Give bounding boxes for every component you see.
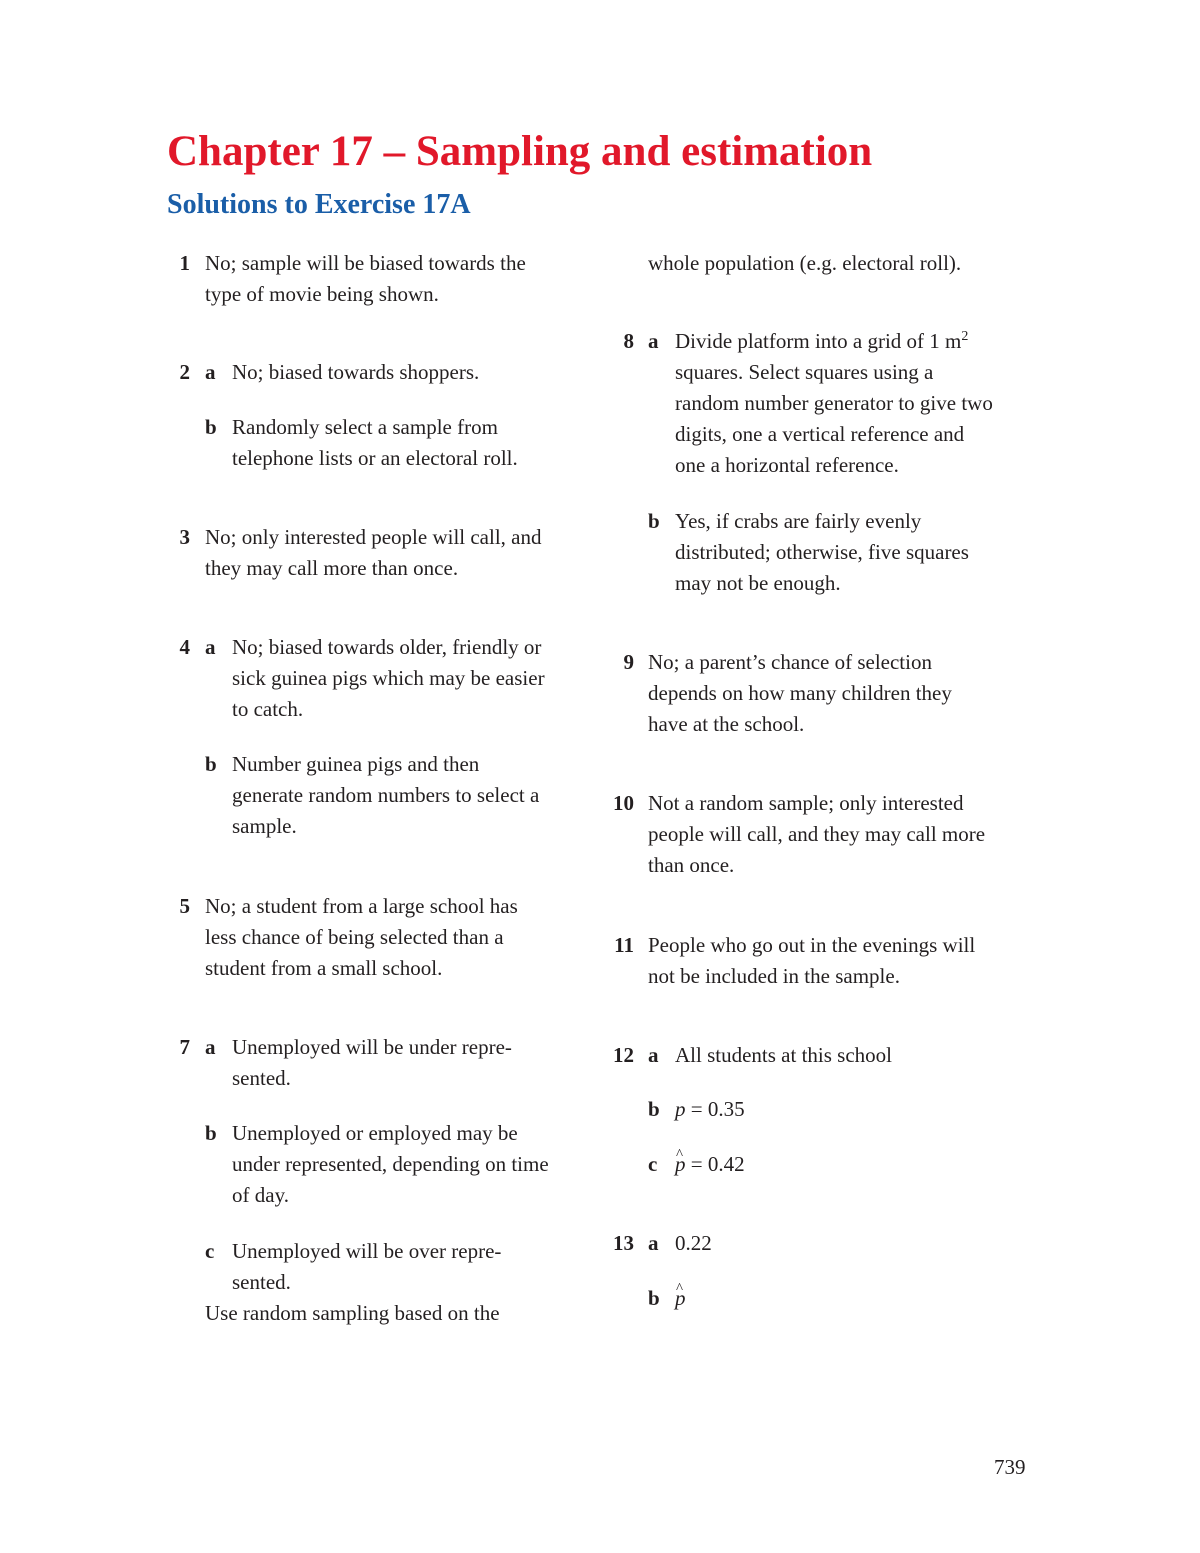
answer-line: sented. bbox=[232, 1066, 291, 1090]
answer-line: squares. Select squares using a bbox=[675, 360, 934, 384]
part-label: a bbox=[205, 1035, 216, 1059]
answer-line: Number guinea pigs and then bbox=[232, 752, 480, 776]
answer-line: generate random numbers to select a bbox=[232, 783, 540, 807]
answer-line: people will call, and they may call more bbox=[648, 822, 986, 846]
answer-line: whole population (e.g. electoral roll). bbox=[648, 251, 962, 275]
superscript: 2 bbox=[961, 329, 969, 344]
math-variable-hat: ^ p bbox=[675, 1149, 686, 1180]
answer-line: No; biased towards older, friendly or bbox=[232, 635, 542, 659]
answer-line: All students at this school bbox=[675, 1043, 892, 1067]
part-label: b bbox=[205, 752, 217, 776]
answer-line: they may call more than once. bbox=[205, 556, 459, 580]
answer-line: less chance of being selected than a bbox=[205, 925, 504, 949]
part-label: b bbox=[648, 509, 660, 533]
answer-line: telephone lists or an electoral roll. bbox=[232, 446, 518, 470]
question-number: 9 bbox=[623, 650, 634, 674]
math-variable: p bbox=[675, 1097, 686, 1121]
part-label: b bbox=[205, 415, 217, 439]
answer-line: Unemployed will be under repre- bbox=[232, 1035, 512, 1059]
answer-text: Divide platform into a grid of 1 m bbox=[675, 329, 962, 353]
question-number: 8 bbox=[623, 329, 634, 353]
part-label: c bbox=[648, 1152, 658, 1176]
answer-line: have at the school. bbox=[648, 712, 805, 736]
question-number: 11 bbox=[614, 933, 634, 957]
answer-line: Unemployed or employed may be bbox=[232, 1121, 518, 1145]
answer-line: Unemployed will be over repre- bbox=[232, 1239, 502, 1263]
answer-line: Not a random sample; only interested bbox=[648, 791, 964, 815]
question-number: 1 bbox=[179, 251, 190, 275]
part-label: a bbox=[648, 1231, 659, 1255]
part-label: a bbox=[648, 1043, 659, 1067]
answer-text: = 0.35 bbox=[685, 1097, 745, 1121]
answer-line: of day. bbox=[232, 1183, 289, 1207]
answer-line: digits, one a vertical reference and bbox=[675, 422, 965, 446]
part-label: b bbox=[648, 1097, 660, 1121]
answer-line: random number generator to give two bbox=[675, 391, 993, 415]
answer-line: No; a parent’s chance of selection bbox=[648, 650, 932, 674]
answer-line: student from a small school. bbox=[205, 956, 443, 980]
part-label: b bbox=[205, 1121, 217, 1145]
answer-line: People who go out in the evenings will bbox=[648, 933, 976, 957]
answer-line: than once. bbox=[648, 853, 735, 877]
answer-line: to catch. bbox=[232, 697, 304, 721]
question-number: 5 bbox=[179, 894, 190, 918]
part-label: c bbox=[205, 1239, 215, 1263]
answer-line: distributed; otherwise, five squares bbox=[675, 540, 969, 564]
answer-line: sented. bbox=[232, 1270, 291, 1294]
exercise-title: Solutions to Exercise 17A bbox=[167, 189, 471, 220]
answer-line: No; sample will be biased towards the bbox=[205, 251, 526, 275]
answer-line: Yes, if crabs are fairly evenly bbox=[675, 509, 922, 533]
question-number: 7 bbox=[179, 1035, 190, 1059]
answer-text: = 0.42 bbox=[685, 1152, 745, 1176]
question-number: 3 bbox=[179, 525, 190, 549]
answer-line: one a horizontal reference. bbox=[675, 453, 899, 477]
answer-line: No; biased towards shoppers. bbox=[232, 360, 480, 384]
math-variable-hat: ^ p bbox=[675, 1283, 686, 1314]
answer-line: type of movie being shown. bbox=[205, 282, 439, 306]
chapter-title: Chapter 17 – Sampling and estimation bbox=[167, 128, 873, 175]
answer-line: sick guinea pigs which may be easier bbox=[232, 666, 545, 690]
answer-line: No; only interested people will call, and bbox=[205, 525, 542, 549]
question-number: 4 bbox=[179, 635, 190, 659]
question-number: 2 bbox=[179, 360, 190, 384]
answer-line: not be included in the sample. bbox=[648, 964, 900, 988]
answer-line: depends on how many children they bbox=[648, 681, 952, 705]
answer-line bbox=[675, 1149, 745, 1180]
answer-line: 0.22 bbox=[675, 1231, 712, 1255]
answer-line: may not be enough. bbox=[675, 571, 841, 595]
answer-line: Randomly select a sample from bbox=[232, 415, 498, 439]
answer-line: under represented, depending on time bbox=[232, 1152, 549, 1176]
page-number: 739 bbox=[994, 1455, 1026, 1479]
answer-line: No; a student from a large school has bbox=[205, 894, 518, 918]
part-label: b bbox=[648, 1286, 660, 1310]
answer-line: Use random sampling based on the bbox=[205, 1301, 500, 1325]
part-label: a bbox=[205, 635, 216, 659]
answer-line bbox=[675, 1094, 745, 1125]
question-number: 12 bbox=[613, 1043, 634, 1067]
answer-line: sample. bbox=[232, 814, 297, 838]
question-number: 10 bbox=[613, 791, 634, 815]
answer-line bbox=[675, 326, 968, 357]
part-label: a bbox=[205, 360, 216, 384]
part-label: a bbox=[648, 329, 659, 353]
answer-line bbox=[675, 1283, 686, 1314]
question-number: 13 bbox=[613, 1231, 634, 1255]
